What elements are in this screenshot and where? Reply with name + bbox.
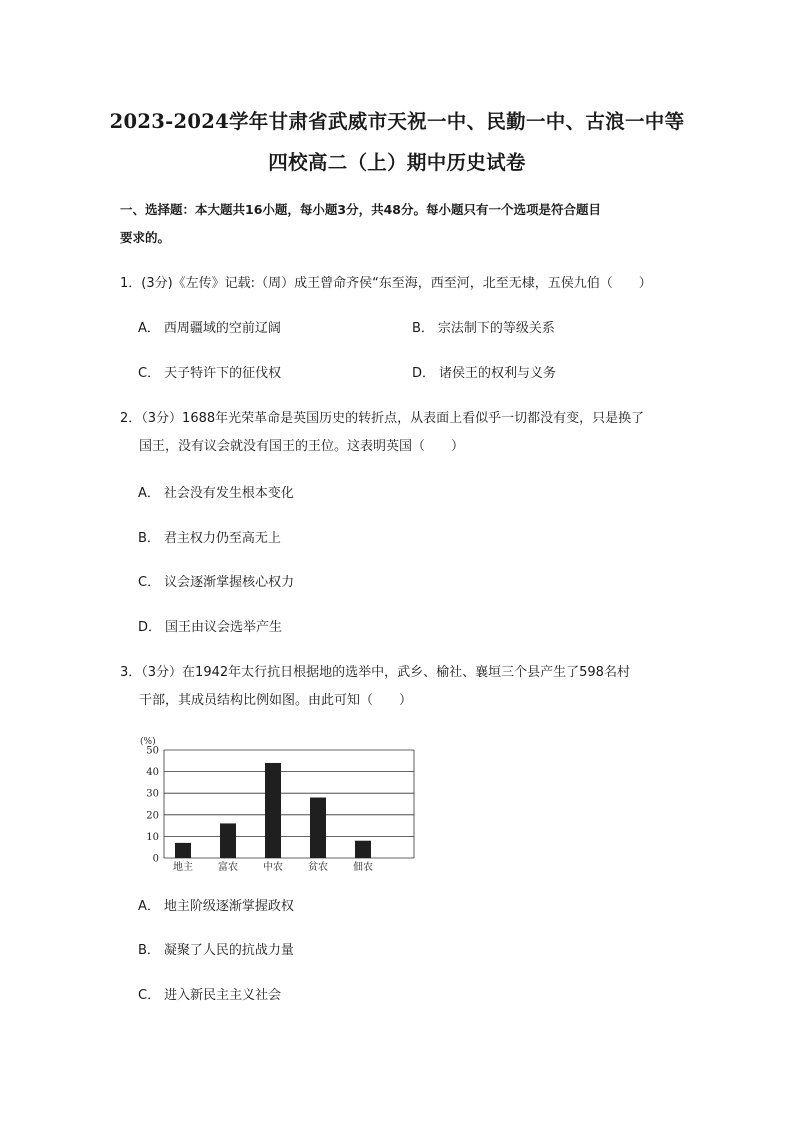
bar-佃农 [355, 841, 371, 858]
option-text: 君主权力仍至高无上 [163, 531, 281, 546]
q1-option-a [138, 319, 281, 339]
cadre-composition-bar-chart [134, 732, 424, 877]
option-text: 西周疆域的空前辽阔 [163, 321, 281, 336]
y-tick-label: 0 [152, 853, 159, 865]
option-letter: B． [412, 321, 434, 336]
question-3-stem [120, 659, 680, 715]
q3-option-c [138, 986, 281, 1006]
x-tick-label: 佃农 [353, 862, 373, 873]
question-2-stem-line2: 国王，没有议会就没有国王的王位。这表明英国（ ） [139, 439, 465, 454]
option-text: 地主阶级逐渐掌握政权 [163, 899, 294, 914]
option-letter: D． [138, 620, 162, 635]
option-letter: A． [138, 486, 160, 501]
option-text: 议会逐渐掌握核心权力 [164, 575, 295, 590]
option-letter: B． [138, 943, 160, 958]
x-tick-label: 富农 [218, 862, 238, 873]
x-tick-label: 贫农 [308, 862, 328, 873]
x-tick-label: 中农 [263, 862, 283, 873]
option-letter: D． [412, 366, 436, 381]
chart-y-tick-labels [146, 746, 159, 865]
bar-中农 [265, 763, 281, 858]
option-letter: C． [138, 575, 161, 590]
bar-贫农 [310, 798, 326, 858]
y-tick-label: 50 [146, 745, 159, 757]
option-text: 天子特许下的征伐权 [164, 366, 282, 381]
question-2-stem [120, 405, 680, 461]
option-text: 宗法制下的等级关系 [437, 321, 555, 336]
question-1-stem: 1．(3分)《左传》记载:（周）成王曾命齐侯“东至海，西至河，北至无棣，五侯九伯（ ） [120, 276, 652, 291]
q1-option-d [412, 364, 556, 384]
option-text: 凝聚了人民的抗战力量 [163, 943, 294, 958]
q1-option-c [138, 364, 281, 384]
q1-option-b [412, 319, 555, 339]
chart-x-tick-labels [173, 860, 373, 873]
option-text: 诸侯王的权利与义务 [439, 366, 557, 381]
chart-unit-label: (%) [140, 737, 156, 747]
option-text: 国王由议会选举产生 [165, 620, 283, 635]
section-heading-line1: 一、选择题：本大题共16小题，每小题3分，共48分。每小题只有一个选项是符合题目 [120, 202, 601, 217]
q2-option-d [138, 618, 282, 638]
option-letter: A． [138, 899, 160, 914]
section-heading [120, 196, 680, 252]
option-letter: C． [138, 988, 161, 1003]
chart-bars [175, 763, 371, 858]
option-text: 进入新民主主义社会 [164, 988, 282, 1003]
q3-option-a [138, 897, 294, 917]
question-3-stem-line1: 3．（3分）在1942年太行抗日根据地的选举中，武乡、榆社、襄垣三个县产生了598名村 [120, 665, 630, 680]
bar-富农 [220, 823, 236, 858]
option-letter: A． [138, 321, 160, 336]
question-2-stem-line1: 2．（3分）1688年光荣革命是英国历史的转折点，从表面上看似乎一切都没有变，只是换了 [120, 411, 645, 426]
y-tick-label: 10 [146, 831, 159, 843]
chart-gridlines [164, 750, 414, 858]
y-tick-label: 30 [146, 788, 159, 800]
option-letter: C． [138, 366, 161, 381]
q2-option-b [138, 529, 281, 549]
bar-地主 [175, 843, 191, 858]
exam-title-line2: 四校高二（上）期中历史试卷 [268, 151, 526, 174]
option-letter: B． [138, 531, 160, 546]
y-tick-label: 20 [146, 810, 159, 822]
q2-option-c [138, 573, 294, 593]
x-tick-label: 地主 [173, 862, 193, 873]
q3-option-b [138, 941, 294, 961]
section-heading-line2: 要求的。 [120, 230, 171, 245]
option-text: 社会没有发生根本变化 [163, 486, 294, 501]
y-tick-label: 40 [146, 767, 159, 779]
exam-title-line1: 2023-2024学年甘肃省武威市天祝一中、民勤一中、古浪一中等 [109, 110, 685, 133]
q2-option-a [138, 484, 294, 504]
question-3-stem-line2: 干部，其成员结构比例如图。由此可知（ ） [139, 693, 413, 708]
